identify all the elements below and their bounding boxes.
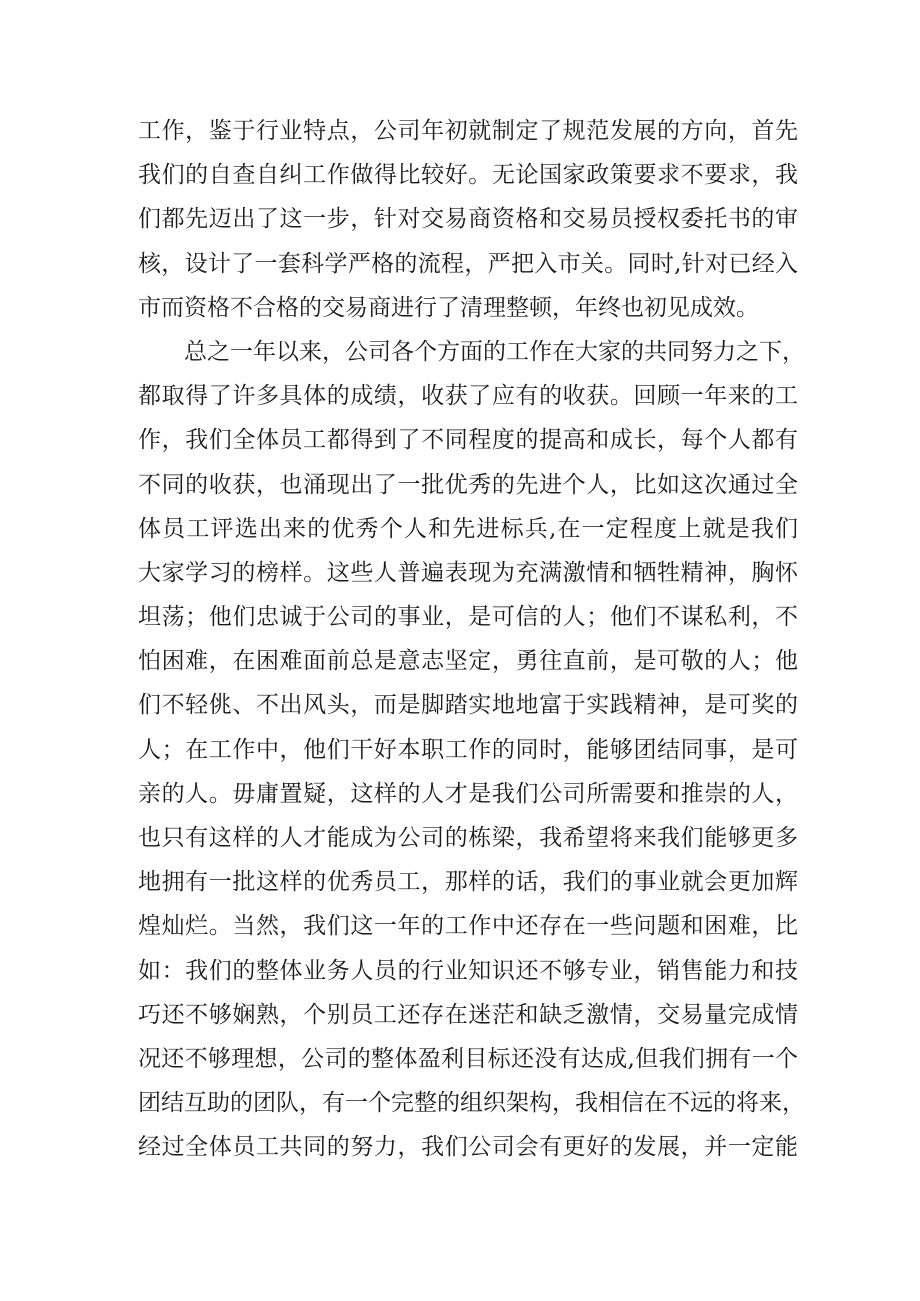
text-line: 也只有这样的人才能成为公司的栋梁，我希望将来我们能够更多 [138,825,798,851]
text-line: 巧还不够娴熟，个别员工还存在迷茫和缺乏激情，交易量完成情 [138,1001,798,1028]
text-line: 团结互助的团队，有一个完整的组织架构，我相信在不远的将来， [138,1090,805,1117]
text-line: 怕困难，在困难面前总是意志坚定，勇往直前，是可敬的人；他 [138,648,798,675]
paragraph-2 [138,330,805,1170]
text-line: 们不轻佻、不出风头，而是脚踏实地地富于实践精神，是可奖的 [138,692,798,719]
text-line: 煌灿烂。当然，我们这一年的工作中还存在一些问题和困难，比 [138,913,798,940]
text-line: 如：我们的整体业务人员的行业知识还不够专业，销售能力和技 [138,957,798,984]
text-line: 不同的收获，也涌现出了一批优秀的先进个人，比如这次通过全 [138,471,798,498]
text-line: 地拥有一批这样的优秀员工，那样的话，我们的事业就会更加辉 [138,869,798,896]
text-line: 人；在工作中，他们干好本职工作的同时，能够团结同事，是可 [138,736,798,763]
text-line: 都取得了许多具体的成绩，收获了应有的收获。回顾一年来的工 [138,383,798,410]
document-body [138,109,805,1170]
text-line: 经过全体员工共同的努力，我们公司会有更好的发展，并一定能 [138,1134,798,1161]
text-line: 工作，鉴于行业特点，公司年初就制定了规范发展的方向，首先 [138,118,798,144]
text-line: 作，我们全体员工都得到了不同程度的提高和成长，每个人都有 [138,427,798,454]
text-line: 们都先迈出了这一步，针对交易商资格和交易员授权委托书的审 [138,206,798,233]
text-line: 总之一年以来，公司各个方面的工作在大家的共同努力之下， [184,338,805,365]
text-line: 况还不够理想，公司的整体盈利目标还没有达成,但我们拥有一个 [138,1045,798,1072]
text-line: 体员工评选出来的优秀个人和先进标兵,在一定程度上就是我们 [138,515,798,542]
text-line: 核，设计了一套科学严格的流程，严把入市关。同时,针对已经入 [138,250,798,277]
text-line: 大家学习的榜样。这些人普遍表现为充满激情和牺牲精神，胸怀 [138,559,798,586]
text-line: 市而资格不合格的交易商进行了清理整顿，年终也初见成效。 [138,294,759,321]
text-line: 我们的自查自纠工作做得比较好。无论国家政策要求不要求，我 [138,162,798,189]
text-line: 亲的人。毋庸置疑，这样的人才是我们公司所需要和推崇的人， [138,780,798,807]
paragraph-1 [138,109,798,330]
text-line: 坦荡；他们忠诚于公司的事业，是可信的人；他们不谋私利，不 [138,604,798,631]
